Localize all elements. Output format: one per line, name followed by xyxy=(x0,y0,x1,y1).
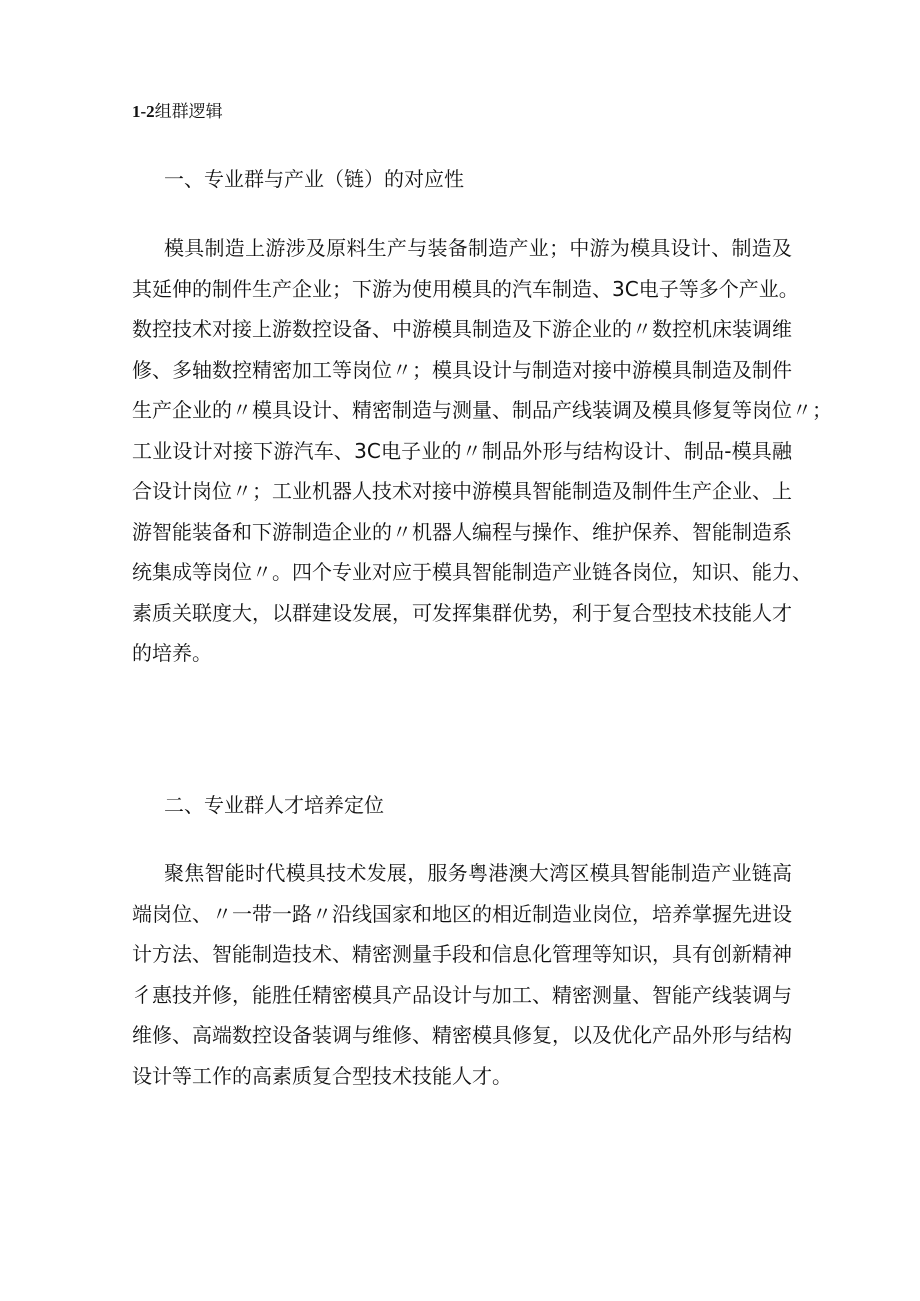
section-title: 组群逻辑 xyxy=(154,102,223,122)
paragraph-line: 端岗位、〃一带一路〃沿线国家和地区的相近制造业岗位，培养掌握先进设 xyxy=(132,901,792,926)
paragraph-line: 彳惠技并修，能胜任精密模具产品设计与加工、精密测量、智能产线装调与 xyxy=(132,982,792,1007)
paragraph-line: 统集成等岗位〃。四个专业对应于模具智能制造产业链各岗位，知识、能力、 xyxy=(132,560,812,584)
paragraph-line: 合设计岗位〃；工业机器人技术对接中游模具智能制造及制件生产企业、上 xyxy=(132,479,792,503)
heading-talent-positioning: 二、专业群人才培养定位 xyxy=(164,793,384,817)
paragraph-line: 生产企业的〃模具设计、精密制造与测量、制品产线装调及模具修复等岗位〃； xyxy=(132,398,832,422)
paragraph-industry-correspondence xyxy=(132,228,832,674)
paragraph-line: 修、多轴数控精密加工等岗位〃；模具设计与制造对接中游模具制造及制件 xyxy=(132,357,792,382)
paragraph-line: 其延伸的制件生产企业；下游为使用模具的汽车制造、3C电子等多个产业。 xyxy=(132,276,799,301)
paragraph-line: 数控技术对接上游数控设备、中游模具制造及下游企业的〃数控机床装调维 xyxy=(132,317,792,341)
paragraph-line: 模具制造上游涉及原料生产与装备制造产业；中游为模具设计、制造及 xyxy=(164,236,792,260)
paragraph-line: 工业设计对接下游汽车、3C电子业的〃制品外形与结构设计、制品-模具融 xyxy=(132,438,792,463)
heading-industry-correspondence: 一、专业群与产业（链）的对应性 xyxy=(164,167,464,191)
paragraph-talent-positioning xyxy=(132,853,792,1096)
paragraph-line: 素质关联度大，以群建设发展，可发挥集群优势，利于复合型技术技能人才 xyxy=(132,600,792,625)
section-number: 1-2 xyxy=(132,102,155,121)
paragraph-line: 维修、高端数控设备装调与维修、精密模具修复，以及优化产品外形与结构 xyxy=(132,1023,792,1047)
paragraph-line: 计方法、智能制造技术、精密测量手段和信息化管理等知识，具有创新精神 xyxy=(132,942,792,966)
paragraph-line: 设计等工作的高素质复合型技术技能人才。 xyxy=(132,1063,512,1088)
section-label xyxy=(132,99,223,125)
paragraph-line: 的培养。 xyxy=(132,641,212,665)
paragraph-line: 聚焦智能时代模具技术发展，服务粤港澳大湾区模具智能制造产业链高 xyxy=(164,861,792,885)
paragraph-line: 游智能装备和下游制造企业的〃机器人编程与操作、维护保养、智能制造系 xyxy=(132,519,792,544)
